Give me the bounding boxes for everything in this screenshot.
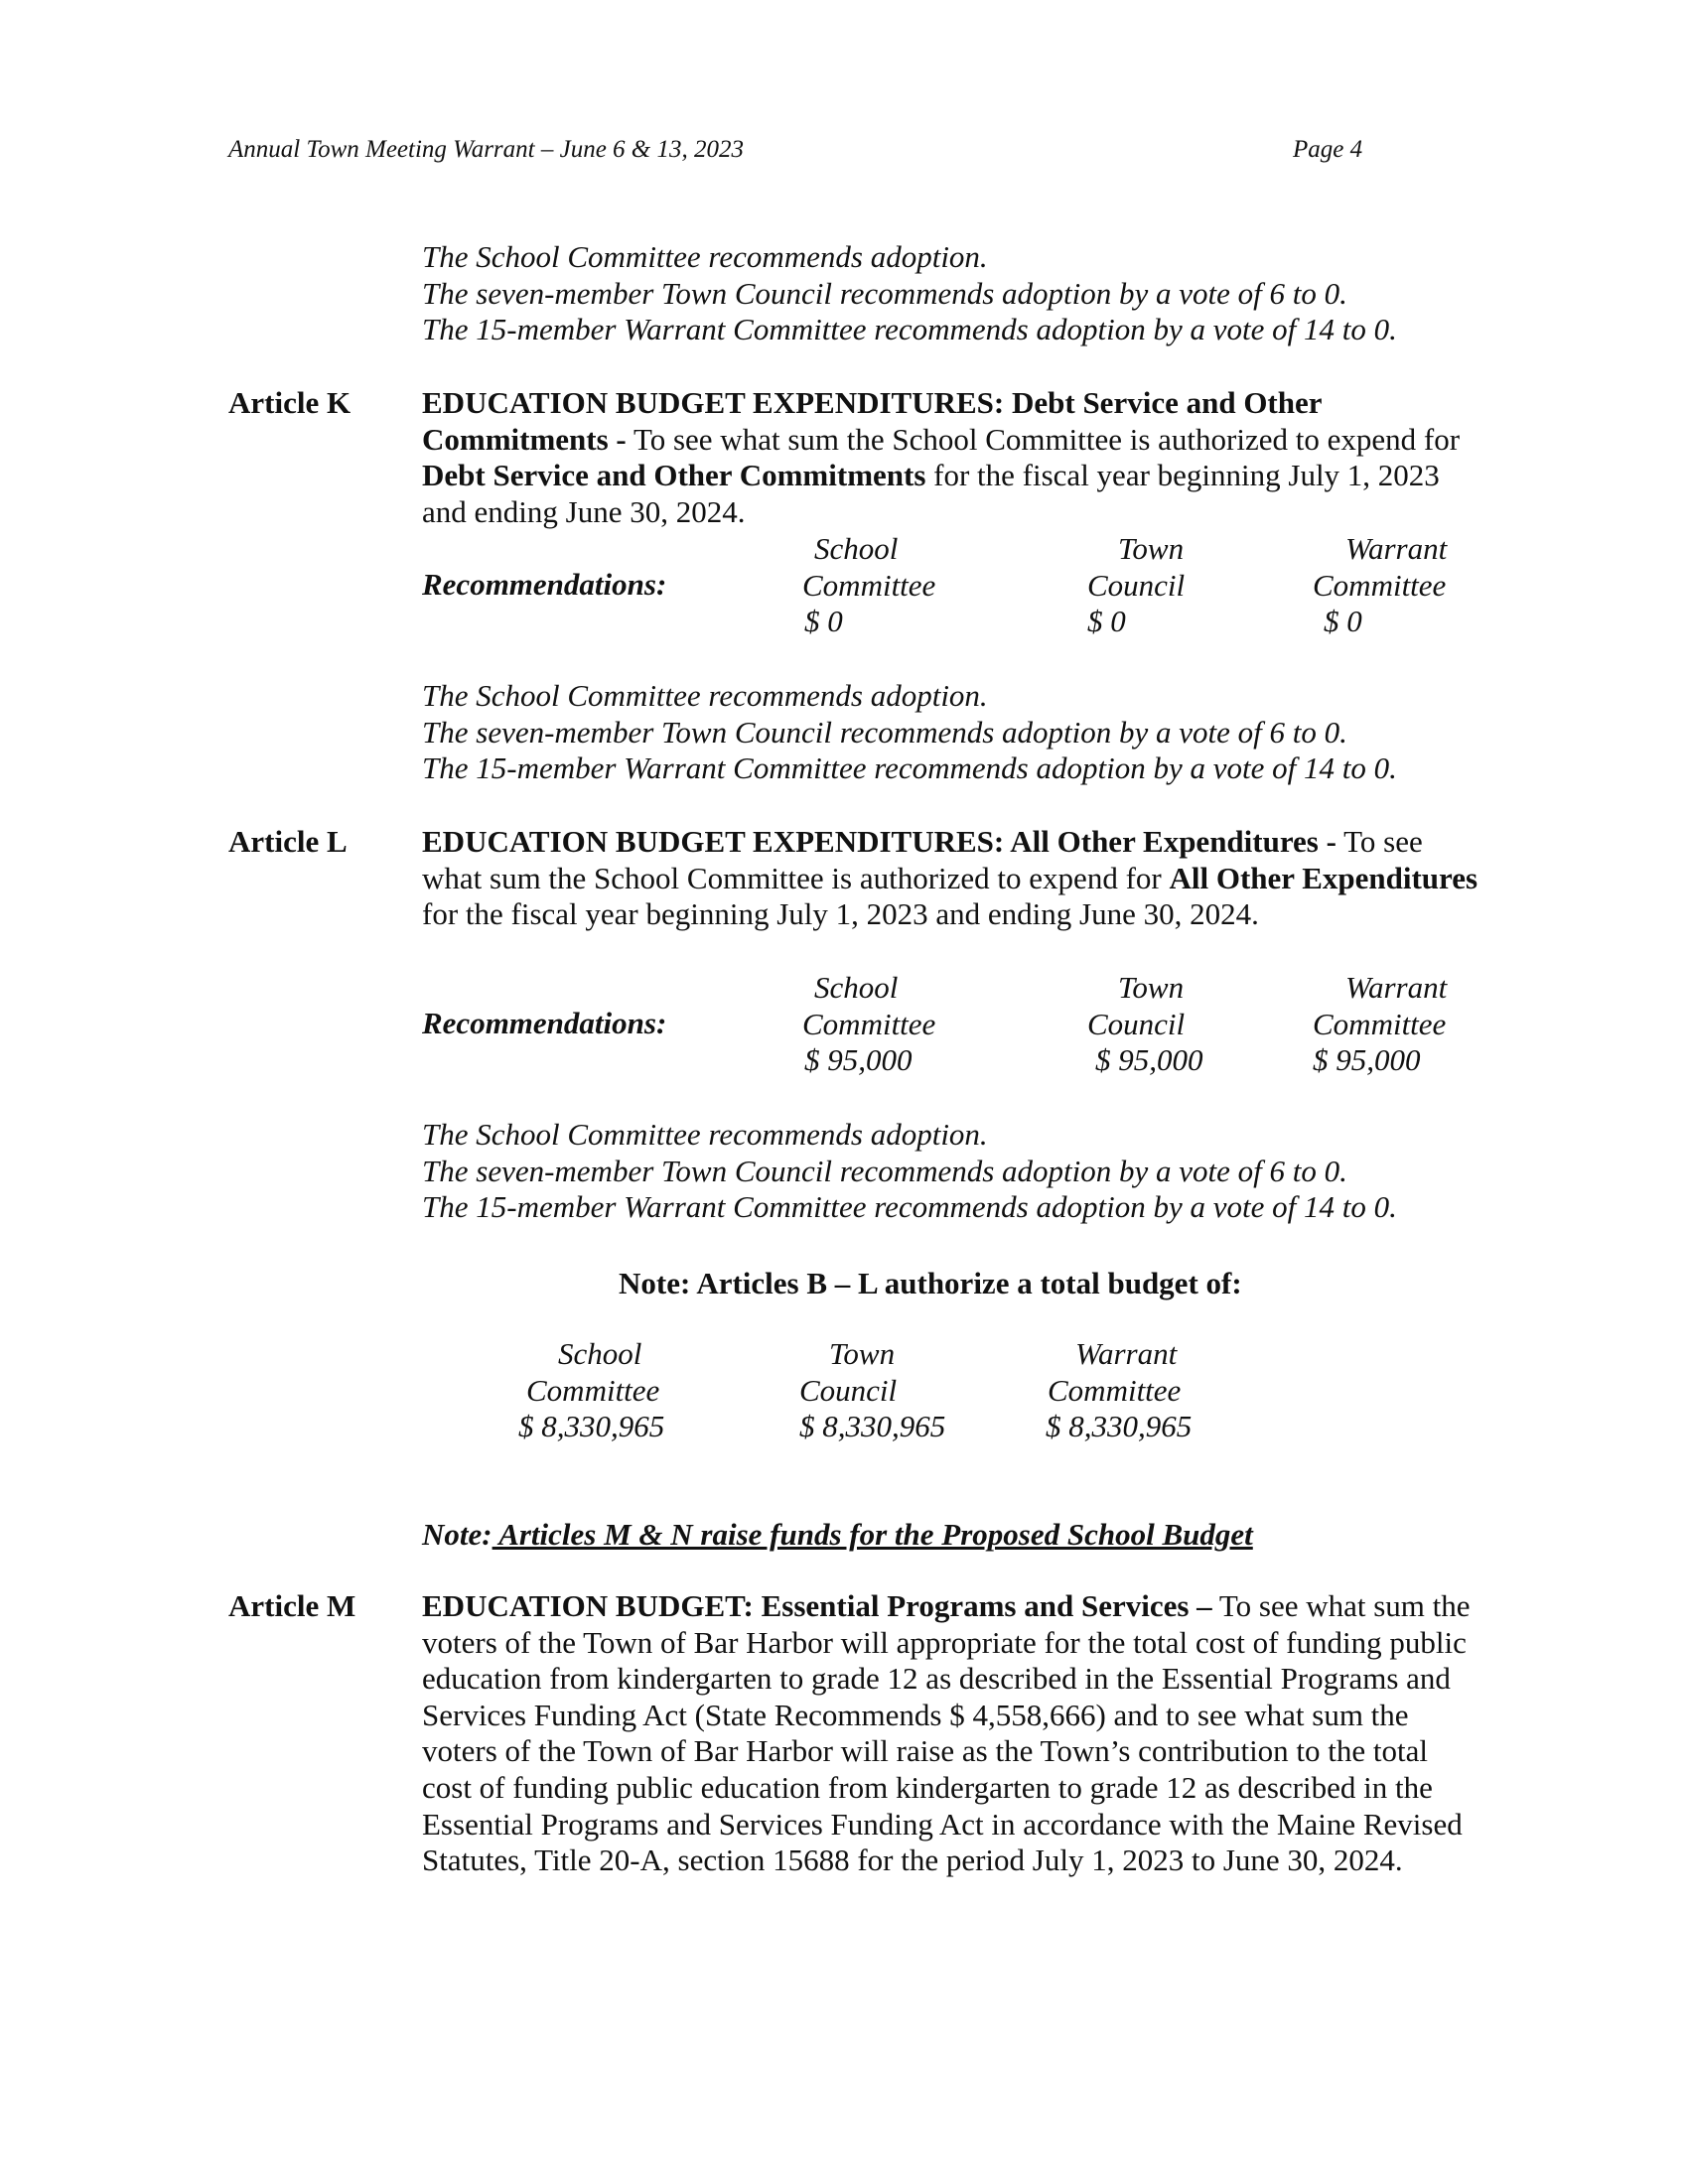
article-l-heading: EDUCATION BUDGET EXPENDITURES: All Other Expenditures - [422,824,1336,859]
rec-line: The 15-member Warrant Committee recommends adoption by a vote of 14 to 0. [422,751,1397,785]
amount: $ 95,000 [1095,1042,1203,1077]
intro-recommendations [422,239,1397,348]
page-number: Page 4 [1293,136,1363,163]
article-k-town-col: Town Council $ 0 [1087,531,1186,638]
rec-line: The seven-member Town Council recommends adoption by a vote of 6 to 0. [422,275,1347,311]
rec-line: The seven-member Town Council recommends adoption by a vote of 6 to 0. [422,714,1347,750]
article-l-subject: All Other Expenditures [1169,860,1478,895]
total-town-col: Town Council $ 8,330,965 [799,1336,946,1443]
header-title: Annual Town Meeting Warrant – June 6 & 13, 2023 [228,136,744,163]
article-k-school-col: School Committee $ 0 [802,531,936,638]
amount: $ 8,330,965 [1046,1409,1193,1443]
total-school-col: School Committee $ 8,330,965 [518,1336,665,1443]
rec-line: The School Committee recommends adoption. [422,1117,988,1152]
total-budget-note: Note: Articles B – L authorize a total budget of: [619,1266,1242,1300]
article-l-body: EDUCATION BUDGET EXPENDITURES: All Other Expenditures - To see what sum the School Committee is authorized to expend for All Other Expenditures for the fiscal year beginning July 1, 2023 and ending June 30, 2024. [422,824,1478,932]
article-m-label: Article M [228,1588,356,1623]
article-k-heading: EDUCATION BUDGET EXPENDITURES: Debt Service and Other Commitments - [422,385,1322,457]
amount: $ 8,330,965 [518,1409,665,1443]
rec-line: The 15-member Warrant Committee recommends adoption by a vote of 14 to 0. [422,312,1397,346]
article-l-recommendations [422,1117,1397,1226]
amount: $ 95,000 [804,1042,913,1077]
article-m-body: EDUCATION BUDGET: Essential Programs and Services – To see what sum the voters of the Town of Bar Harbor will appropriate for the total cost of funding public education from kindergarten to grade 12 as described in the Essential Programs and Services Funding Act (State Recommends $ 4,558,666) and to see what sum the voters of the Town of Bar Harbor will raise as the Town’s contribution to the total cost of funding public education from kindergarten to grade 12 as described in the Essential Programs and Services Funding Act in accordance with the Maine Revised Statutes, Title 20-A, section 15688 for the period July 1, 2023 to June 30, 2024. [422,1588,1471,1878]
amount: $ 0 [804,604,843,638]
article-l-warrant-col: Warrant Committee $ 95,000 [1313,970,1448,1077]
article-k-body: EDUCATION BUDGET EXPENDITURES: Debt Service and Other Commitments - To see what sum the School Committee is authorized to expend for Debt Service and Other Commitments for the fiscal year beginning July 1, 2023 and ending June 30, 2024. [422,385,1461,529]
article-k-label: Article K [228,385,352,420]
article-k-recommendations [422,678,1397,787]
amount: $ 0 [1324,604,1362,638]
rec-line: The School Committee recommends adoption. [422,239,988,274]
rec-line: The School Committee recommends adoption. [422,678,988,713]
article-k-warrant-col: Warrant Committee $ 0 [1313,531,1448,638]
amount: $ 8,330,965 [799,1409,946,1443]
article-k-subject: Debt Service and Other Commitments [422,458,926,493]
rec-line: The 15-member Warrant Committee recommends adoption by a vote of 14 to 0. [422,1189,1397,1224]
rec-line: The seven-member Town Council recommends adoption by a vote of 6 to 0. [422,1153,1347,1188]
article-l-rec-label: Recommendations: [422,1006,667,1040]
article-m-heading: EDUCATION BUDGET: Essential Programs and Services – [422,1588,1212,1623]
article-l-town-col: Town Council $ 95,000 [1087,970,1203,1077]
amount: $ 95,000 [1313,1042,1421,1077]
article-l-school-col: School Committee $ 95,000 [802,970,936,1077]
amount: $ 0 [1087,604,1126,638]
article-l-label: Article L [228,824,348,859]
note-articles-m-n: Note: Articles M & N raise funds for the Proposed School Budget [422,1517,1253,1552]
article-k-rec-label: Recommendations: [422,567,667,602]
total-warrant-col: Warrant Committee $ 8,330,965 [1046,1336,1193,1443]
